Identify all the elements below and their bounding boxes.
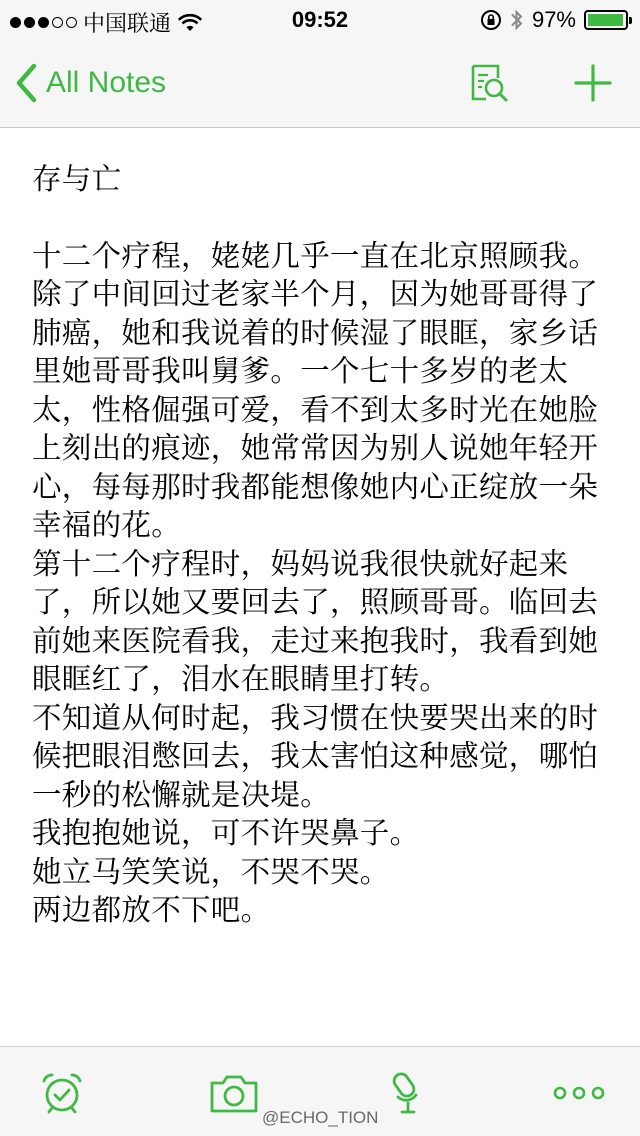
status-right: [480, 7, 628, 33]
battery-percent: 97%: [531, 7, 576, 32]
rotation-lock-icon: [480, 9, 502, 31]
note-paragraph: 两边都放不下吧。: [32, 893, 271, 927]
reminder-button[interactable]: [38, 1069, 86, 1117]
chevron-left-icon: [14, 62, 38, 104]
alarm-clock-icon: [38, 1069, 86, 1117]
note-paragraph: 第十二个疗程时，妈妈说我很快就好起来了，所以她又要回去了，照顾哥哥。临回去前她来医院看我，走过来抱我时，我看到她眼眶红了，泪水在眼睛里打转。: [32, 546, 599, 696]
battery-icon: [584, 10, 628, 30]
nav-bar: [0, 40, 640, 128]
add-note-button[interactable]: [572, 62, 614, 104]
more-icon: [552, 1069, 606, 1117]
watermark: @ECHO_TION: [262, 1108, 379, 1127]
note-paragraph: 不知道从何时起，我习惯在快要哭出来的时候把眼泪憋回去，我太害怕这种感觉，哪怕一秒的松懈就是决堤。: [32, 700, 599, 812]
note-body[interactable]: [32, 160, 622, 930]
carrier-label: 中国联通: [83, 11, 172, 36]
note-title: 存与亡: [32, 162, 122, 196]
status-time: 09:52: [291, 7, 349, 32]
back-label: All Notes: [46, 66, 167, 99]
bluetooth-icon: [510, 8, 524, 32]
plus-icon: [572, 62, 614, 104]
note-paragraph: 她立马笑笑说，不哭不哭。: [32, 854, 390, 889]
note-paragraph: 十二个疗程，姥姥几乎一直在北京照顾我。除了中间回过老家半个月，因为她哥哥得了肺癌，她和我说着的时候湿了眼眶，家乡话里她哥哥我叫舅爹。一个七十多岁的老太太，性格倔强可爱，看不到太多时光在她脸上刻出的痕迹，她常常因为别人说她年轻开心，每每那时我都能想像她内心正绽放一朵幸福的花。: [32, 238, 599, 542]
microphone-icon: [384, 1069, 432, 1117]
status-bar: [0, 0, 640, 40]
note-search-icon: [468, 62, 510, 104]
note-search-button[interactable]: [468, 62, 510, 104]
back-button[interactable]: [14, 62, 166, 104]
camera-button[interactable]: [208, 1069, 260, 1117]
note-paragraph: 我抱抱她说，可不许哭鼻子。: [32, 816, 420, 850]
audio-record-button[interactable]: [384, 1069, 432, 1117]
more-button[interactable]: [552, 1069, 606, 1117]
camera-icon: [208, 1069, 260, 1117]
